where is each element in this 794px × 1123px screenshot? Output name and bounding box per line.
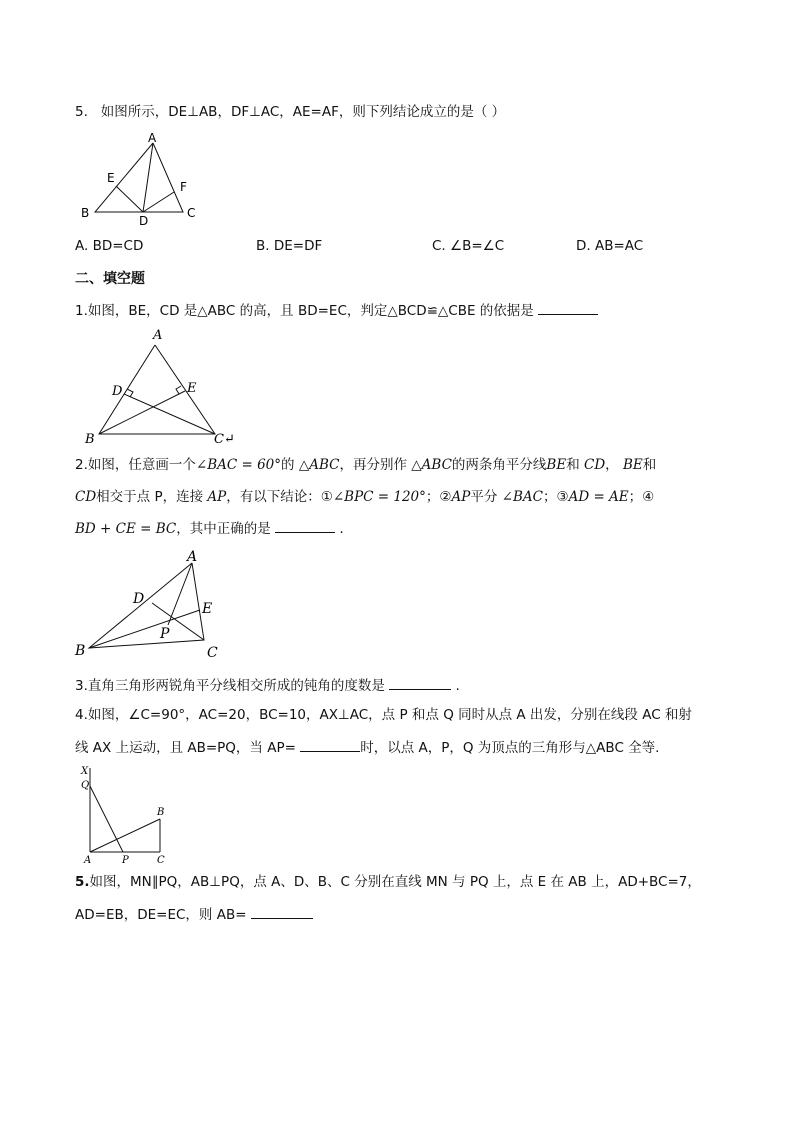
f2-text: ，有以下结论：① — [226, 489, 333, 505]
f3-answer-blank[interactable] — [389, 675, 451, 690]
f2-figure — [72, 548, 232, 662]
f2-math: CD — [75, 489, 97, 505]
f1-figure — [80, 325, 240, 447]
q5-label-f: F — [180, 180, 187, 194]
f5-line-1 — [75, 872, 701, 892]
section-heading: 二、填空题 — [75, 271, 145, 287]
f2-line-2 — [75, 487, 654, 507]
f3-stem — [75, 675, 460, 696]
f4-label-b: B — [157, 807, 165, 818]
f2-number: 2. — [75, 457, 88, 473]
q5-label-e: E — [107, 171, 115, 185]
q5-label-d: D — [139, 214, 149, 228]
f2-text: 的两条角平分线 — [451, 457, 547, 473]
f4-text-1: 如图，∠C=90°，AC=20，BC=10，AX⊥AC，点 P 和点 Q 同时从点 A 出发，分别在线段 AC 和射 — [87, 707, 692, 723]
f3-text: 直角三角形两锐角平分线相交所成的钝角的度数是 — [87, 678, 385, 694]
f2-text: 相交于点 P，连接 — [96, 489, 204, 505]
f4-label-x: X — [81, 766, 89, 777]
f3-end: . — [455, 678, 460, 694]
f1-label-c: C↵ — [214, 432, 235, 447]
f4-answer-blank[interactable] — [300, 737, 360, 752]
f4-text-2a: 线 AX 上运动，且 AB=PQ，当 AP= — [75, 740, 296, 756]
f2-label-d: D — [133, 591, 145, 607]
f4-line-2 — [75, 737, 659, 758]
f1-label-a: A — [153, 328, 163, 343]
f2-math: BD + CE = BC — [75, 521, 177, 537]
f2-math: AD = AE — [568, 489, 629, 505]
f2-text: 如图，任意画一个 — [87, 457, 196, 473]
f4-figure — [76, 762, 176, 866]
f2-text: ，其中正确的是 — [176, 521, 271, 537]
f2-math: AP — [451, 489, 471, 505]
f2-math: BE — [622, 457, 643, 473]
f4-label-p: P — [122, 855, 129, 866]
f2-label-e: E — [202, 601, 213, 617]
f4-text-2b: 时，以点 A，P，Q 为顶点的三角形与△ABC 全等. — [360, 740, 660, 756]
f2-line-1 — [75, 455, 656, 475]
f2-math: △ABC — [298, 457, 340, 473]
f2-math: ∠BAC — [501, 489, 543, 505]
f2-math: BE — [546, 457, 567, 473]
f2-label-a: A — [187, 549, 198, 565]
f5-text-1: 如图，MN∥PQ，AB⊥PQ，点 A、D、B、C 分别在直线 MN 与 PQ 上，点 E 在 AB 上，AD+BC=7， — [89, 874, 701, 890]
f2-math: ∠BPC = 120° — [332, 489, 426, 505]
f1-number: 1. — [75, 303, 88, 319]
q5-option-c: C. ∠B=∠C — [432, 238, 505, 254]
q5-figure — [75, 130, 205, 228]
q5-stem — [75, 102, 505, 122]
f2-math: ∠BAC = 60° — [195, 457, 282, 473]
f1-answer-blank[interactable] — [538, 300, 598, 315]
q5-label-a: A — [148, 131, 157, 145]
f2-text: 和 — [566, 457, 580, 473]
f2-math: △ABC — [411, 457, 452, 473]
f1-label-b: B — [85, 432, 95, 447]
f2-text: ；③ — [542, 489, 569, 505]
q5-option-b: B. DE=DF — [256, 238, 323, 254]
f5-answer-blank[interactable] — [251, 904, 313, 919]
f1-stem — [75, 300, 598, 321]
f4-line-1 — [75, 705, 692, 725]
q5-label-c: C — [187, 206, 196, 220]
f2-answer-blank[interactable] — [275, 518, 335, 533]
f2-text: ，再分别作 — [339, 457, 407, 473]
f2-text: 的 — [281, 457, 295, 473]
f4-label-a: A — [84, 855, 92, 866]
f2-label-c: C — [207, 645, 218, 661]
q5-text: 如图所示，DE⊥AB，DF⊥AC，AE=AF，则下列结论成立的是（ ） — [100, 104, 506, 120]
q5-number: 5. — [75, 104, 88, 120]
q5-option-a: A. BD=CD — [75, 238, 144, 254]
f2-label-b: B — [75, 643, 86, 659]
f1-label-d: D — [112, 384, 123, 399]
f5-number: 5. — [75, 874, 90, 890]
f5-line-2 — [75, 904, 313, 925]
f3-number: 3. — [75, 678, 88, 694]
f4-label-q: Q — [81, 780, 90, 791]
f2-text: 和 — [642, 457, 657, 473]
f1-label-e: E — [187, 381, 197, 396]
f5-text-2: AD=EB，DE=EC，则 AB= — [75, 907, 247, 923]
f4-label-c: C — [157, 855, 165, 866]
f2-text: . — [339, 521, 344, 537]
f4-number: 4. — [75, 707, 88, 723]
f2-text: ， — [605, 457, 619, 473]
f2-math: AP — [207, 489, 227, 505]
f2-text: 平分 — [470, 489, 498, 505]
f2-text: ；④ — [628, 489, 655, 505]
q5-option-d: D. AB=AC — [576, 238, 644, 254]
q5-label-b: B — [81, 206, 90, 220]
f1-text: 如图，BE，CD 是△ABC 的高，且 BD=EC，判定△BCD≌△CBE 的依据是 — [87, 303, 534, 319]
f2-line-3 — [75, 518, 344, 539]
f2-label-p: P — [160, 626, 170, 642]
f2-text: ；② — [425, 489, 452, 505]
f2-math: CD — [583, 457, 606, 473]
